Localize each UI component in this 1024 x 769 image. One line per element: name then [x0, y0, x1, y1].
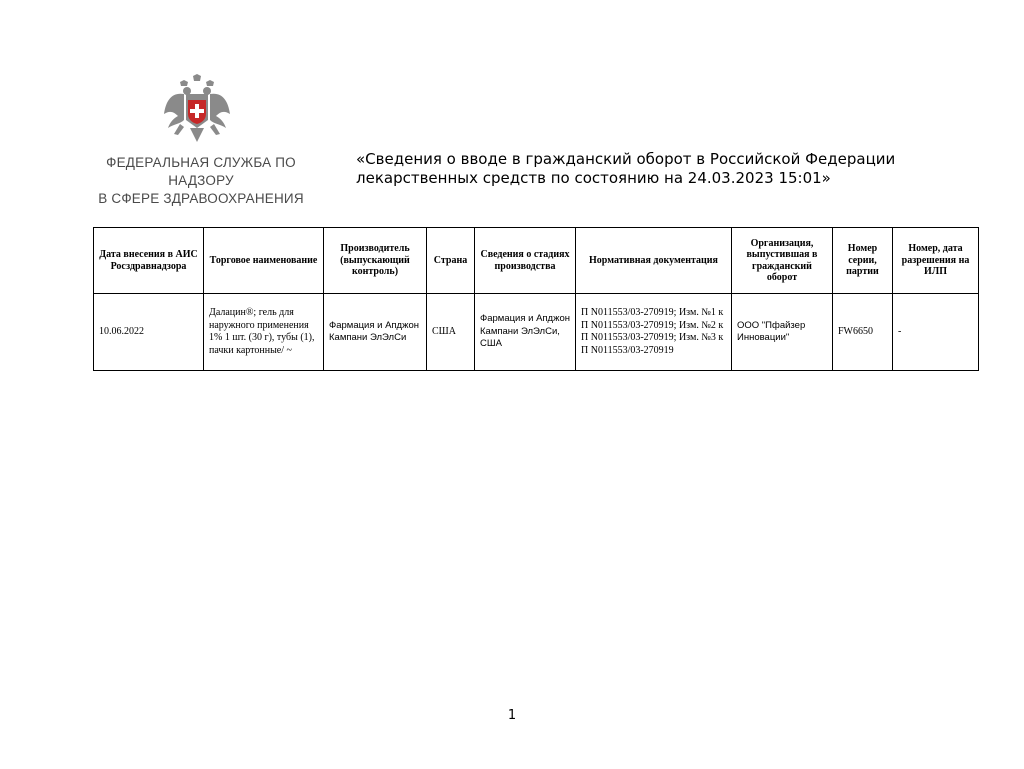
column-header-date: Дата внесения в АИС Росздравнадзора [94, 228, 204, 294]
document-title-line1: «Сведения о вводе в гражданский оборот в Российской Федерации [356, 150, 896, 168]
table-row [94, 294, 979, 371]
cell-organization: ООО "Пфайзер Инновации" [732, 294, 833, 371]
cell-country: США [427, 294, 475, 371]
agency-name-line2: В СФЕРЕ ЗДРАВООХРАНЕНИЯ [98, 191, 304, 206]
cell-trade-name: Далацин®; гель для наружного применения 1% 1 шт. (30 г), тубы (1), пачки картонные/ ~ [204, 294, 324, 371]
agency-logo [86, 74, 316, 206]
column-header-country: Страна [427, 228, 475, 294]
column-header-trade-name: Торговое наименование [204, 228, 324, 294]
cell-manufacturer: Фармация и Апджон Кампани ЭлЭлСи [324, 294, 427, 371]
document-title [356, 150, 916, 188]
cell-normative: П N011553/03-270919; Изм. №1 к П N011553/03-270919; Изм. №2 к П N011553/03-270919; Изм. №3 к П N011553/03-270919 [576, 294, 732, 371]
column-header-organization: Организация, выпустившая в гражданский оборот [732, 228, 833, 294]
document-title-line2: лекарственных средств по состоянию на 24.03.2023 15:01» [356, 169, 831, 187]
cell-stages: Фармация и Апджон Кампани ЭлЭлСи, США [475, 294, 576, 371]
column-header-permit: Номер, дата разрешения на ИЛП [893, 228, 979, 294]
column-header-normative: Нормативная документация [576, 228, 732, 294]
cell-date: 10.06.2022 [94, 294, 204, 371]
registry-table [93, 227, 979, 371]
column-header-batch: Номер серии, партии [833, 228, 893, 294]
cell-batch: FW6650 [833, 294, 893, 371]
cell-permit: - [893, 294, 979, 371]
double-headed-eagle-emblem-icon [162, 74, 232, 148]
column-header-stages: Сведения о стадиях производства [475, 228, 576, 294]
page-number: 1 [507, 708, 517, 723]
agency-name [86, 154, 316, 208]
agency-name-line1: ФЕДЕРАЛЬНАЯ СЛУЖБА ПО НАДЗОРУ [106, 155, 296, 188]
table-header-row [94, 228, 979, 294]
column-header-manufacturer: Производитель (выпускающий контроль) [324, 228, 427, 294]
